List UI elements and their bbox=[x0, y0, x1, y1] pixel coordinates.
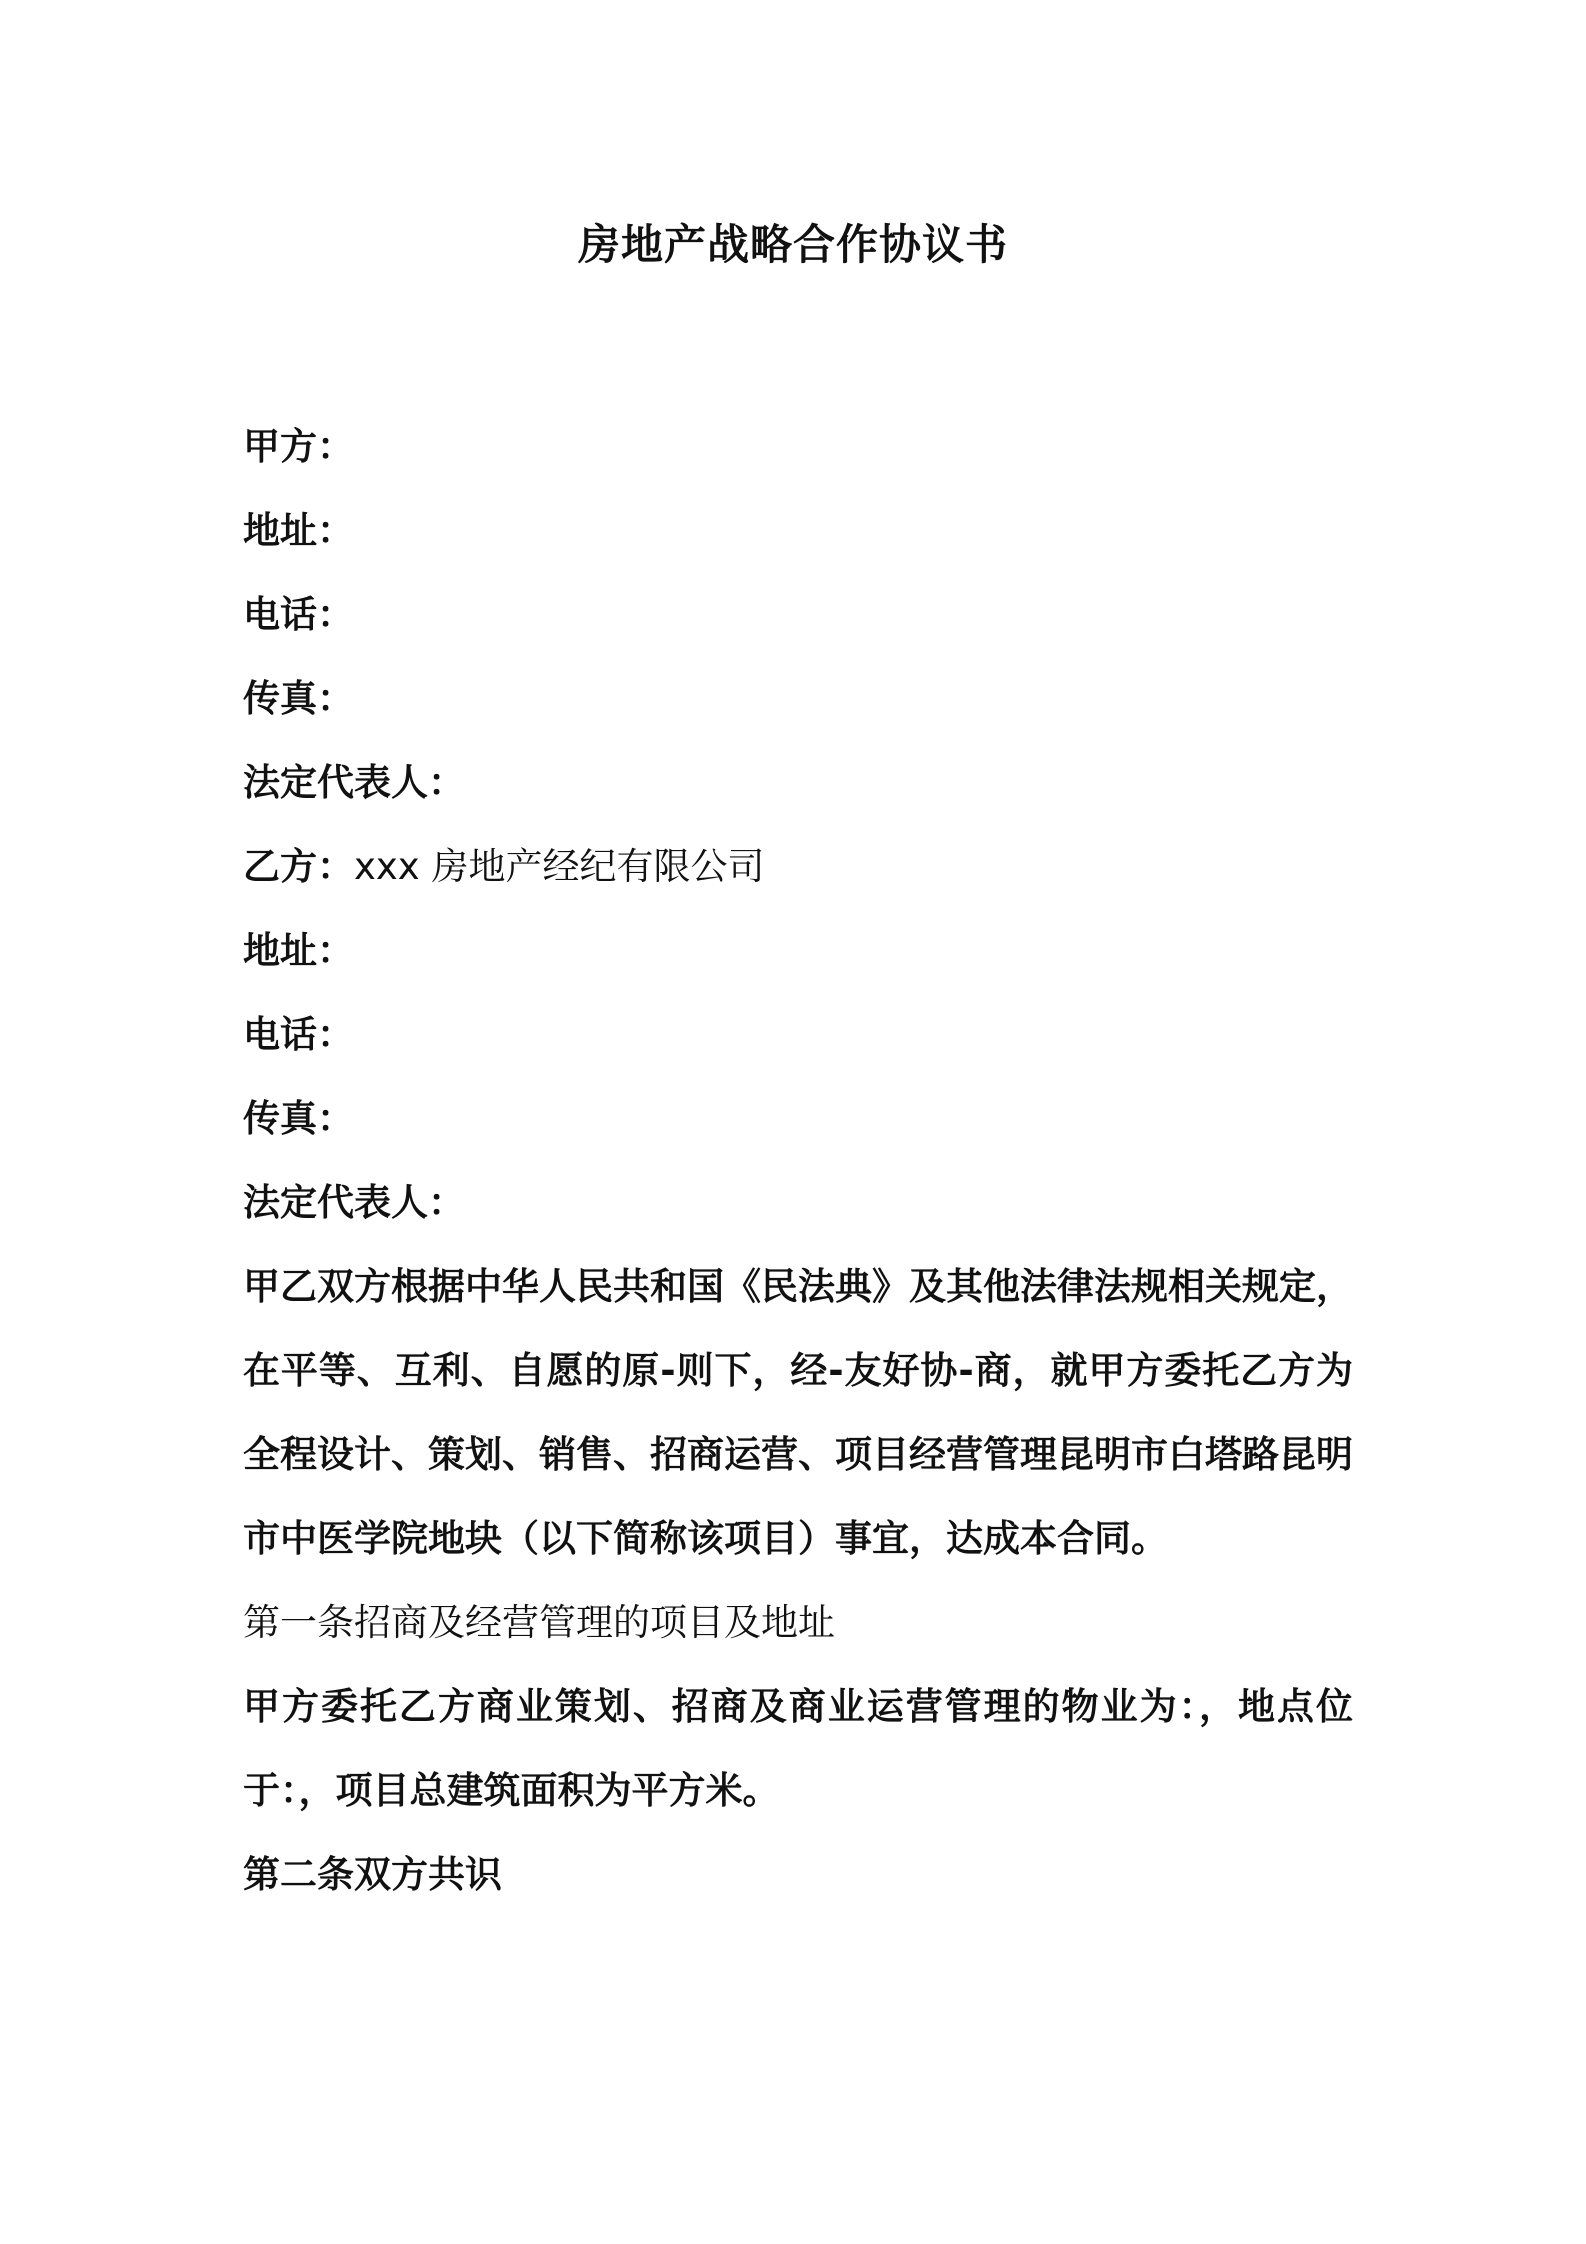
party-b-name: xxx 房地产经纪有限公司 bbox=[354, 845, 765, 888]
preamble-paragraph: 甲乙双方根据中华人民共和国《民法典》及其他法律法规相关规定，在平等、互利、自愿的原-则下，经-友好协-商，就甲方委托乙方为全程设计、策划、销售、招商运营、项目经营管理昆明市白塔路昆明市中医学院地块（以下简称该项目）事宜，达成本合同。 bbox=[243, 1265, 1353, 1560]
party-a-phone-label: 电话： bbox=[243, 593, 354, 636]
party-b-address-label: 地址： bbox=[243, 929, 354, 972]
document-title: 房地产战略合作协议书 bbox=[577, 220, 1008, 269]
party-a-fax-label: 传真： bbox=[243, 677, 354, 720]
party-b-phone-label: 电话： bbox=[243, 1013, 354, 1056]
article-1-text: 甲方委托乙方商业策划、招商及商业运营管理的物业为：，地点位于：，项目总建筑面积为平方米。 bbox=[243, 1685, 1353, 1812]
party-a-label: 甲方： bbox=[243, 425, 354, 468]
party-a-legal-rep-label: 法定代表人： bbox=[243, 761, 465, 804]
article-1-heading: 第一条招商及经营管理的项目及地址 bbox=[243, 1601, 835, 1644]
party-b-label: 乙方： bbox=[243, 845, 354, 888]
document-body bbox=[243, 405, 1353, 1917]
party-b-line bbox=[243, 825, 1353, 909]
party-a-address-label: 地址： bbox=[243, 509, 354, 552]
article-2-heading: 第二条双方共识 bbox=[243, 1853, 502, 1896]
party-b-fax-label: 传真： bbox=[243, 1097, 354, 1140]
party-b-legal-rep-label: 法定代表人： bbox=[243, 1181, 465, 1224]
